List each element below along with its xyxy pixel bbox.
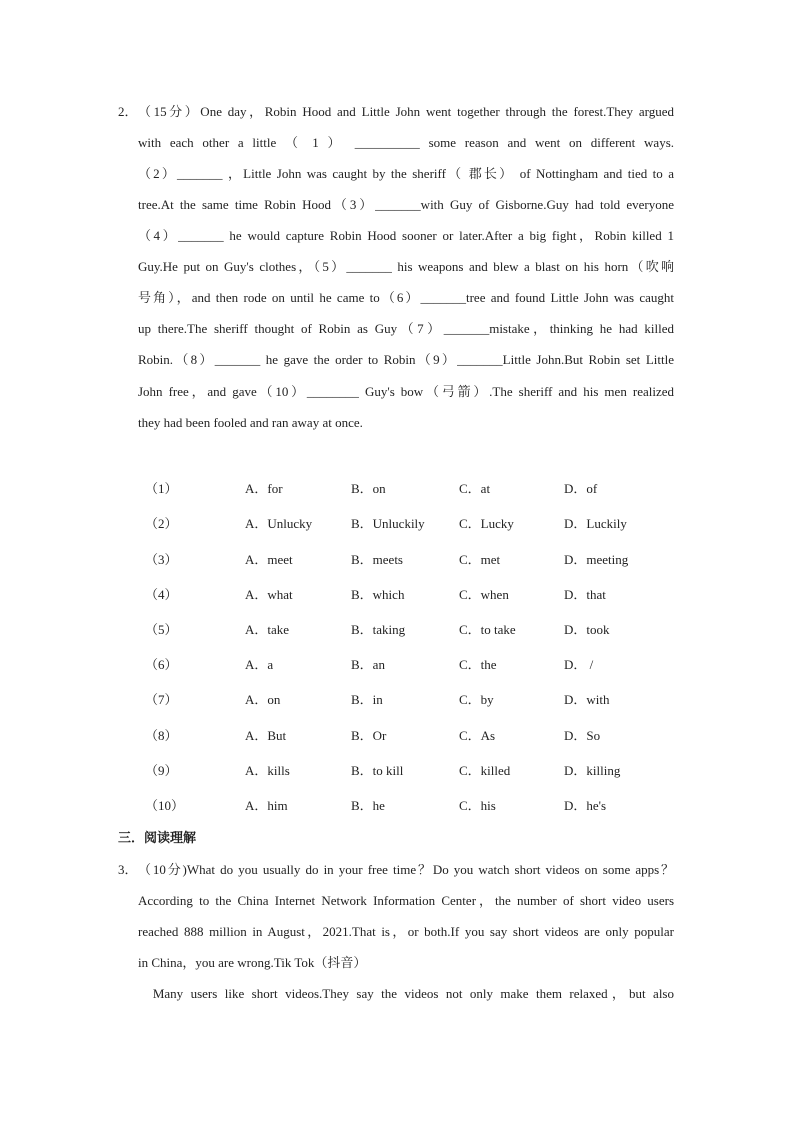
option-row: [145, 689, 665, 709]
option-a[interactable]: A．But: [245, 728, 287, 743]
blank-number: （8）: [145, 728, 178, 743]
option-d[interactable]: D．killing: [564, 763, 621, 778]
option-c[interactable]: C．the: [459, 657, 497, 672]
option-b[interactable]: B．Or: [351, 728, 387, 743]
option-c[interactable]: C．when: [459, 587, 509, 602]
option-a[interactable]: A．Unlucky: [245, 516, 313, 531]
option-a[interactable]: A．kills: [245, 763, 290, 778]
option-a[interactable]: A．what: [245, 587, 293, 602]
option-row: [145, 513, 665, 533]
option-row: [145, 654, 665, 674]
option-a[interactable]: A．take: [245, 622, 290, 637]
option-d[interactable]: D．took: [564, 622, 610, 637]
passage-line: Many users like short videos.They say the videos not only make them relaxed，but also: [138, 986, 674, 1001]
option-b[interactable]: B．which: [351, 587, 405, 602]
passage-line: John free，and gave（10）________ Guy's bow（弓箭）.The sheriff and his men realized: [138, 384, 674, 399]
option-b[interactable]: B．an: [351, 657, 385, 672]
passage-line: （2）_______ ，Little John was caught by the sheriff（ 郡长） of Nottingham and tied to a: [138, 166, 674, 181]
option-c[interactable]: C．by: [459, 692, 494, 707]
option-a[interactable]: A．meet: [245, 552, 293, 567]
passage-line: reached 888 million in August，2021.That is，or both.If you say short videos are only popular: [138, 924, 674, 939]
option-d[interactable]: D．with: [564, 692, 610, 707]
passage-line: （15分）One day，Robin Hood and Little John went together through the forest.They argued: [138, 104, 674, 119]
option-row: [145, 584, 665, 604]
passage-line: they had been fooled and ran away at once.: [138, 415, 363, 430]
question-number: 2．: [118, 104, 138, 119]
passage-line: Guy.He put on Guy's clothes，（5）_______ his weapons and blew a blast on his horn（吹响: [138, 259, 674, 274]
option-d[interactable]: D．that: [564, 587, 606, 602]
passage-line: According to the China Internet Network Information Center，the number of short video users: [138, 893, 674, 908]
option-a[interactable]: A．a: [245, 657, 274, 672]
blank-number: （3）: [145, 552, 178, 567]
option-a[interactable]: A．him: [245, 798, 288, 813]
section-title: 三．阅读理解: [118, 830, 197, 845]
option-row: [145, 478, 665, 498]
option-b[interactable]: B．meets: [351, 552, 403, 567]
option-b[interactable]: B．in: [351, 692, 383, 707]
option-b[interactable]: B．taking: [351, 622, 406, 637]
option-c[interactable]: C．killed: [459, 763, 511, 778]
blank-number: （6）: [145, 657, 178, 672]
option-row: [145, 619, 665, 639]
option-b[interactable]: B．he: [351, 798, 385, 813]
passage-line: 号角），and then rode on until he came to（6）_______tree and found Little John was caught: [138, 290, 674, 305]
blank-number: （9）: [145, 763, 178, 778]
blank-number: （10）: [145, 798, 185, 813]
passage-line: tree.At the same time Robin Hood（3）_______with Guy of Gisborne.Guy had told everyone: [138, 197, 674, 212]
passage-line: with each other a little （ 1 ） __________ some reason and went on different ways.: [138, 135, 674, 150]
option-c[interactable]: C．met: [459, 552, 501, 567]
option-d[interactable]: D．So: [564, 728, 601, 743]
blank-number: （1）: [145, 481, 178, 496]
blank-number: （2）: [145, 516, 178, 531]
option-row: [145, 549, 665, 569]
option-row: [145, 760, 665, 780]
option-row: [145, 795, 665, 815]
option-c[interactable]: C．As: [459, 728, 496, 743]
passage-line: （4）_______ he would capture Robin Hood sooner or later.After a big fight，Robin killed 1: [138, 228, 674, 243]
option-d[interactable]: D．meeting: [564, 552, 629, 567]
option-a[interactable]: A．on: [245, 692, 281, 707]
option-row: [145, 725, 665, 745]
option-c[interactable]: C．at: [459, 481, 491, 496]
option-a[interactable]: A．for: [245, 481, 283, 496]
option-d[interactable]: D．of: [564, 481, 598, 496]
option-b[interactable]: B．on: [351, 481, 386, 496]
option-d[interactable]: D．he's: [564, 798, 607, 813]
option-b[interactable]: B．to kill: [351, 763, 404, 778]
blank-number: （4）: [145, 587, 178, 602]
blank-number: （5）: [145, 622, 178, 637]
option-d[interactable]: D．Luckily: [564, 516, 627, 531]
passage-line: （10分)What do you usually do in your free time？Do you watch short videos on some apps？: [138, 862, 674, 877]
passage-line: in China，you are wrong.Tik Tok（抖音）: [138, 955, 367, 970]
option-c[interactable]: C．his: [459, 798, 496, 813]
question-number: 3．: [118, 862, 138, 877]
option-d[interactable]: D． /: [564, 657, 594, 672]
passage-line: Robin.（8）_______ he gave the order to Robin（9）_______Little John.But Robin set Little: [138, 352, 674, 367]
passage-line: up there.The sheriff thought of Robin as Guy（7）_______mistake，thinking he had killed: [138, 321, 674, 336]
option-c[interactable]: C．Lucky: [459, 516, 514, 531]
option-b[interactable]: B．Unluckily: [351, 516, 425, 531]
option-c[interactable]: C．to take: [459, 622, 516, 637]
blank-number: （7）: [145, 692, 178, 707]
